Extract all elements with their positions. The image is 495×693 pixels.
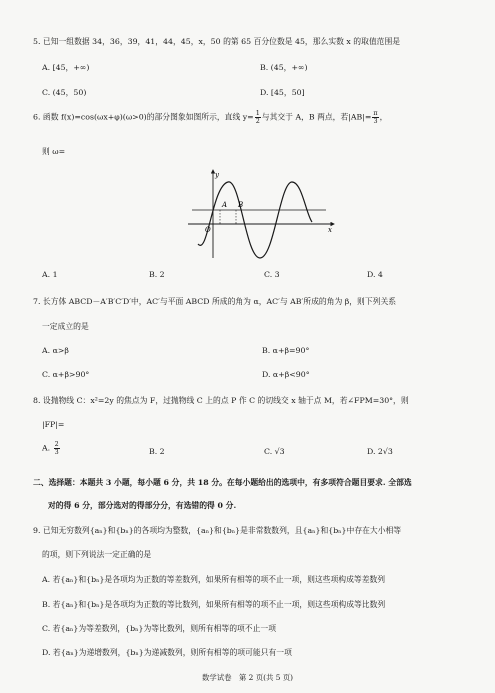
- q8-option-a-fraction: [54, 441, 60, 456]
- q6-fraction-pi-third: [372, 110, 378, 125]
- q6-stem-line2: 则 ω=: [42, 147, 66, 156]
- q6-label-y: y: [215, 171, 219, 179]
- section2-instruction-line1: 二、选择题：本题共 3 小题，每小题 6 分，共 18 分。在每小题给出的选项中，有多项符合题目要求. 全部选: [33, 478, 412, 487]
- q8-stem-line2: |FP|=: [42, 420, 65, 429]
- q6-frac1-denominator: 2: [255, 117, 260, 125]
- q8-option-d: D. 2√3: [367, 447, 393, 456]
- q6-frac2-numerator: π: [373, 109, 378, 117]
- q6-label-a: A: [222, 201, 228, 209]
- q6-cosine-graph: [188, 166, 338, 260]
- q7-stem-line2: 一定成立的是: [42, 322, 89, 331]
- q8-option-a-numerator: 2: [54, 440, 59, 448]
- q6-frac1-numerator: 1: [255, 109, 260, 117]
- q9-option-c: C. 若{aₙ}为等差数列，{bₙ}为等比数列，则所有相等的项不止一项: [42, 624, 276, 633]
- q5-stem: 5. 已知一组数据 34，36，39，41，44，45，x，50 的第 65 百分位数是 45，那么实数 x 的取值范围是: [33, 37, 401, 46]
- q9-option-d: D. 若{aₙ}为递增数列，{bₙ}为递减数列，则所有相等的项可能只有一项: [42, 648, 292, 657]
- q6-stem-part1: 6. 函数 f(x)=cos(ωx+φ)(ω>0)的部分图象如图所示，直线 y=: [33, 112, 254, 122]
- q6-option-b: B. 2: [149, 270, 165, 279]
- q6-stem-part3: ，: [379, 112, 388, 122]
- q7-option-d: D. α+β<90°: [262, 370, 310, 379]
- q9-option-b: B. 若{aₙ}和{bₙ}是各项均为正数的等比数列，如果所有相等的项不止一项，则这些项构成等比数列: [42, 600, 386, 609]
- q8-stem-line1: 8. 设抛物线 C：x²=2y 的焦点为 F，过抛物线 C 上的点 P 作 C 的切线交 x 轴于点 M，若∠FPM=30°，则: [33, 396, 409, 405]
- page-footer: 数学试卷 第 2 页(共 5 页): [201, 673, 294, 682]
- q6-frac2-denominator: 3: [373, 117, 378, 125]
- q6-fraction-half: [255, 110, 261, 125]
- q8-option-a-prefix: A.: [42, 443, 51, 453]
- q8-option-b: B. 2: [149, 447, 165, 456]
- q6-label-x: x: [328, 226, 332, 234]
- q5-option-a: A. [45，+∞): [42, 63, 90, 72]
- q9-option-a: A. 若{aₙ}和{bₙ}是各项均为正数的等差数列，如果所有相等的项不止一项，则这些项构成等差数列: [42, 575, 386, 584]
- q9-stem-line2: 的项，则下列说法一定正确的是: [42, 550, 152, 559]
- q6-option-d: D. 4: [367, 270, 383, 279]
- q6-label-b: B: [238, 201, 244, 209]
- q6-stem-part2: 与其交于 A，B 两点，若|AB|=: [261, 112, 372, 122]
- q6-label-origin: O: [205, 226, 211, 234]
- q5-option-c: C. (45，50): [42, 88, 87, 97]
- q7-option-c: C. α+β>90°: [42, 370, 90, 379]
- section2-instruction-line2: 对的得 6 分，部分选对的得部分分，有选错的得 0 分.: [48, 501, 237, 510]
- q6-stem: [33, 110, 387, 125]
- q7-option-a: A. α>β: [42, 346, 69, 355]
- q6-option-c: C. 3: [264, 270, 280, 279]
- q6-cosine-curve: [198, 182, 312, 258]
- q7-option-b: B. α+β=90°: [262, 346, 310, 355]
- q5-option-d: D. [45，50]: [260, 88, 305, 97]
- q9-stem-line1: 9. 已知无穷数列{aₙ}和{bₙ}的各项均为整数，{aₙ}和{bₙ}是非常数数列，且{aₙ}和{bₙ}中存在大小相等: [33, 526, 402, 535]
- q8-option-c: C. √3: [264, 447, 285, 456]
- q8-option-a-denominator: 3: [54, 448, 59, 456]
- q5-option-b: B. (45，+∞): [260, 63, 308, 72]
- q7-stem-line1: 7. 长方体 ABCD－A′B′C′D′中，AC′与平面 ABCD 所成的角为 α，AC′与 AB′所成的角为 β，则下列关系: [33, 297, 397, 306]
- q6-option-a: A. 1: [42, 270, 58, 279]
- q8-option-a: [42, 441, 61, 456]
